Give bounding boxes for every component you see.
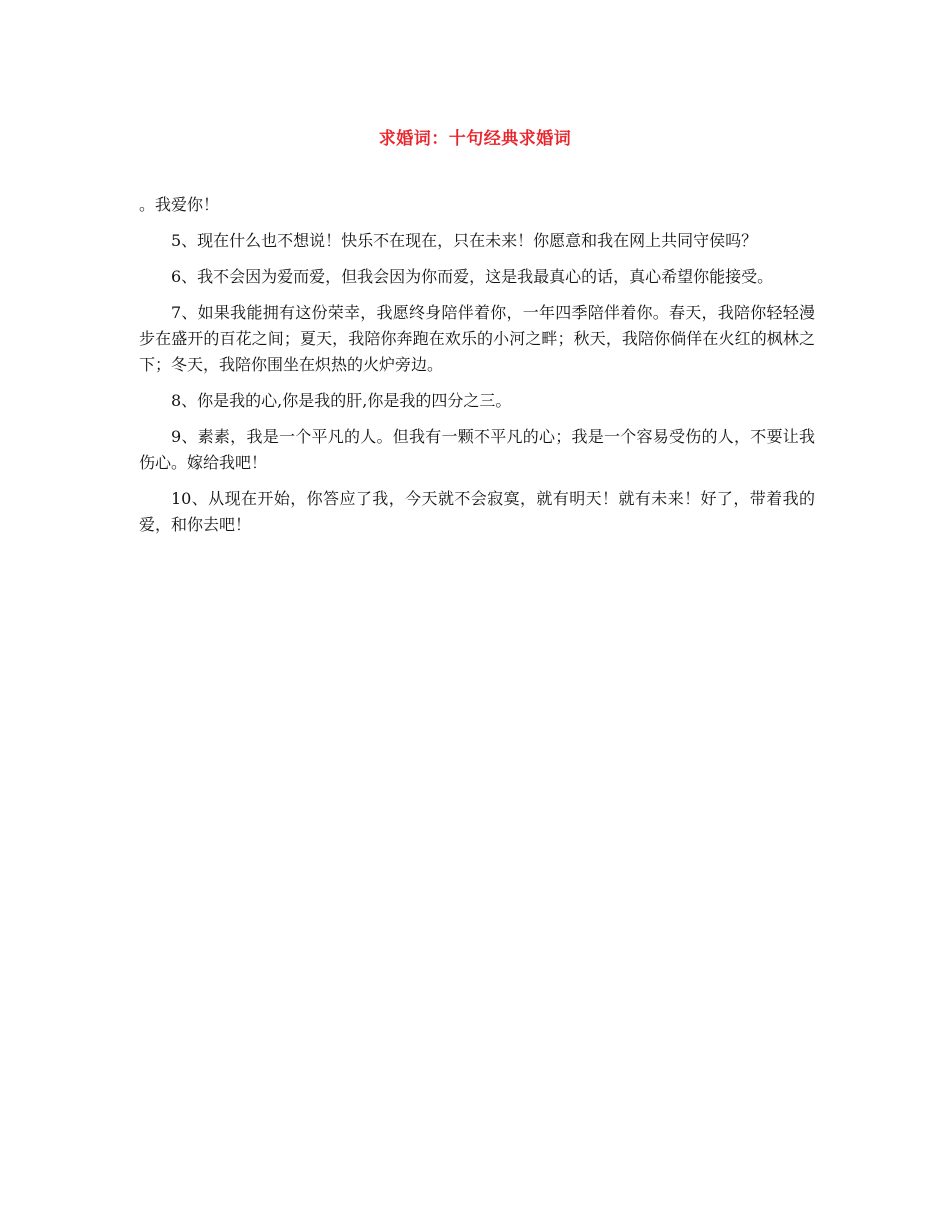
paragraph-10: 10、从现在开始，你答应了我，今天就不会寂寞，就有明天！就有未来！好了，带着我的爱，和你去吧！: [139, 489, 815, 534]
paragraph-intro: 。我爱你！: [139, 195, 220, 214]
document-title: 求婚词：十句经典求婚词: [378, 129, 572, 149]
document-body: [139, 192, 815, 548]
paragraph-8: 8、你是我的心,你是我的肝,你是我的四分之三。: [171, 391, 512, 410]
paragraph-9: 9、素素，我是一个平凡的人。但我有一颗不平凡的心；我是一个容易受伤的人，不要让我伤心。嫁给我吧！: [139, 427, 815, 472]
paragraph-7: 7、如果我能拥有这份荣幸，我愿终身陪伴着你，一年四季陪伴着你。春天，我陪你轻轻漫步在盛开的百花之间；夏天，我陪你奔跑在欢乐的小河之畔；秋天，我陪你倘佯在火红的枫林之下；冬天，我陪你围坐在炽热的火炉旁边。: [139, 303, 815, 374]
paragraph-5: 5、现在什么也不想说！快乐不在现在，只在未来！你愿意和我在网上共同守侯吗？: [171, 231, 758, 250]
paragraph-6: 6、我不会因为爱而爱，但我会因为你而爱，这是我最真心的话，真心希望你能接受。: [171, 267, 774, 286]
